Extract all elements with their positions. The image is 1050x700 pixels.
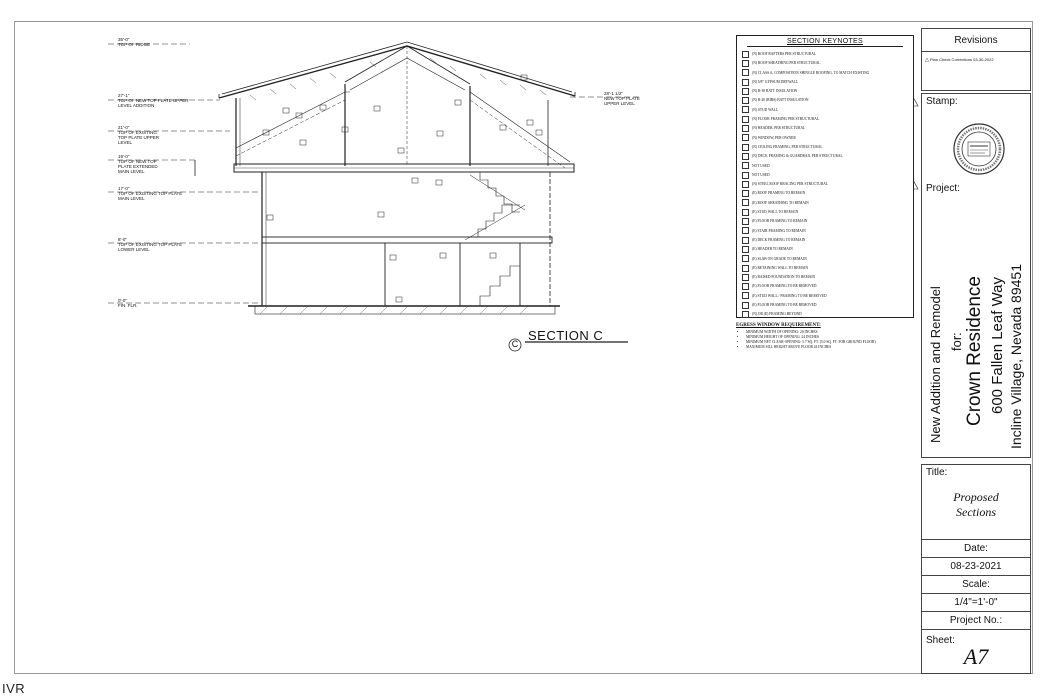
revision-triangle-icon: △: [925, 57, 929, 63]
egress-item: • MINIMUM WIDTH OF OPENING: 20 INCHES: [746, 330, 916, 335]
sheet-label: Sheet:: [926, 635, 955, 646]
keynote-item: (N) R-38 BATT INSULATION: [742, 87, 913, 96]
keynote-item: (N) R-20 (BIBS) BATT INSULATION: [742, 96, 913, 105]
keynote-tag-icon: [742, 125, 749, 132]
keynote-tag-icon: [742, 181, 749, 188]
egress-requirements: [736, 323, 916, 350]
keynote-tag-icon: [742, 79, 749, 86]
keynote-item: (E) STUD WALL TO REMAIN: [742, 208, 913, 217]
keynote-item: (E) DECK FRAMING TO REMAIN: [742, 236, 913, 245]
project-city: Incline Village, Nevada 89451: [1008, 264, 1024, 449]
elevation-lower: 8'-0" TOP OF EXISTING TOP PLATE LOWER LEVEL: [118, 237, 183, 252]
keynote-tag-icon: [742, 144, 749, 151]
keynote-tag-icon: [742, 227, 749, 234]
egress-list: [736, 330, 916, 350]
revision-entry: △ Plan Check Corrections 03-30-2022: [925, 57, 994, 63]
keynote-tag-icon: [742, 237, 749, 244]
revisions-label: Revisions: [954, 35, 998, 46]
section-marker: C: [511, 339, 519, 349]
keynote-item: (N) WINDOW, PER OWNER: [742, 134, 913, 143]
section-keynotes: [736, 35, 914, 318]
elevation-ridge: 35'-0" TOP OF RIDGE: [118, 37, 151, 47]
keynote-tag-icon: [742, 162, 749, 169]
project-label: Project:: [926, 183, 960, 194]
keynote-tag-icon: [742, 88, 749, 95]
keynote-item: (E) HEADER TO REMAIN: [742, 245, 913, 254]
engineer-seal-icon: [952, 122, 1006, 176]
egress-item: • MAXIMUM SILL HEIGHT ABOVE FLOOR 44 INCHES: [746, 345, 916, 350]
keynote-item: (E) FLOOR FRAMING TO BE REMOVED: [742, 301, 913, 310]
date-value-cell: [921, 557, 1031, 576]
project-street: 600 Fallen Leaf Way: [989, 276, 1006, 414]
project-no-label: Project No.:: [949, 615, 1003, 626]
keynote-tag-icon: [742, 69, 749, 76]
project-no-label-cell: [921, 611, 1031, 630]
elevation-finish-floor: 0'-0" FIN. FLR.: [118, 298, 138, 308]
keynotes-title: SECTION KEYNOTES: [747, 38, 903, 47]
section-title: SECTION C: [528, 328, 604, 343]
egress-item: • MINIMUM HEIGHT OF OPENING: 24 INCHES: [746, 335, 916, 340]
keynote-tag-icon: [742, 199, 749, 206]
keynote-item: (E) STAIR FRAMING TO REMAIN: [742, 227, 913, 236]
keynote-item: (N) DECK FRAMING & GUARDRAIL PER STRUCTURAL: [742, 152, 913, 161]
scale-value-cell: [921, 593, 1031, 612]
sheet-cell: [921, 633, 1031, 674]
keynote-tag-icon: [742, 283, 749, 290]
keynote-item: (E) RAISED FOUNDATION TO REMAIN: [742, 273, 913, 282]
keynote-tag-icon: [742, 51, 749, 58]
elevation-extended-main: 19'-0" TOP OF NEW TOP PLATE EXTENDED MAIN LEVEL: [118, 154, 158, 174]
keynote-item: (E) ROOF SHEATHING TO REMAIN: [742, 199, 913, 208]
keynote-tag-icon: [742, 97, 749, 104]
keynote-item: (N) FLOOR FRAMING PER STRUCTURAL: [742, 115, 913, 124]
keynote-tag-icon: [742, 60, 749, 67]
keynotes-list: [737, 50, 913, 320]
date-label: Date:: [964, 543, 988, 554]
scale-value: 1/4"=1'-0": [954, 597, 998, 608]
keynote-tag-icon: [742, 106, 749, 113]
keynote-tag-icon: [742, 172, 749, 179]
keynote-item: (N) OR (E) FRAMING BEYOND: [742, 310, 913, 319]
egress-title: EGRESS WINDOW REQUIREMENT:: [736, 323, 821, 328]
project-client: Crown Residence: [964, 276, 985, 426]
keynote-item: (N) CLASS A, COMPOSITION SHINGLE ROOFING, TO MATCH EXISTING: [742, 69, 913, 78]
keynote-tag-icon: [742, 190, 749, 197]
keynote-tag-icon: [742, 134, 749, 141]
keynote-item: (N) ROOF RAFTERS PER STRUCTURAL: [742, 50, 913, 59]
project-for: for:: [949, 332, 964, 351]
keynote-tag-icon: [742, 255, 749, 262]
keynote-item: (E) SLAB ON GRADE TO REMAIN: [742, 255, 913, 264]
keynote-tag-icon: [742, 246, 749, 253]
keynote-item: (N) HEADER, PER STRUCTURAL: [742, 124, 913, 133]
drawing-title: Proposed Sections: [953, 490, 999, 519]
keynote-item: NOT USED: [742, 171, 913, 180]
project-description: New Addition and Remodel: [928, 286, 943, 443]
keynote-tag-icon: [742, 302, 749, 309]
keynote-tag-icon: [742, 153, 749, 160]
keynote-tag-icon: [742, 209, 749, 216]
egress-item: • MINIMUM NET CLEAR OPENING: 5.7 SQ. FT. (5.0 SQ. FT. FOR GROUND FLOOR): [746, 340, 916, 345]
keynote-tag-icon: [742, 265, 749, 272]
date-label-cell: [921, 539, 1031, 558]
keynote-item: (E) FLOOR FRAMING TO REMAIN: [742, 217, 913, 226]
elevation-upper-addition: 27'-1" TOP OF NEW TOP PLATE UPPER LEVEL ADDITION: [118, 93, 189, 108]
revisions-cell: [921, 28, 1031, 91]
elevation-existing-upper: 21'-0" TOP OF EXISTING TOP PLATE UPPER LEVEL: [118, 125, 160, 145]
stamp-label: Stamp:: [926, 96, 958, 107]
keynote-tag-icon: [742, 274, 749, 281]
keynote-tag-icon: [742, 311, 749, 318]
scale-label: Scale:: [962, 579, 990, 590]
project-cell: [921, 181, 1031, 458]
keynote-item: (E) ROOF FRAMING TO REMAIN: [742, 189, 913, 198]
keynote-item: (E) FLOOR FRAMING TO BE REMOVED: [742, 282, 913, 291]
elevation-new-upper: 28'-1 1/2" NEW TOP PLATE UPPER LEVEL: [604, 91, 640, 106]
keynote-tag-icon: [742, 116, 749, 123]
watermark-logo: IVR: [2, 681, 26, 696]
elevation-existing-main: 17'-0" TOP OF EXISTING TOP PLATE MAIN LEVEL: [118, 186, 183, 201]
keynote-item: (N) STEEL ROOF BRACING PER STRUCTURAL: [742, 180, 913, 189]
keynote-tag-icon: [742, 292, 749, 299]
keynote-tag-icon: [742, 218, 749, 225]
title-label: Title:: [926, 467, 948, 478]
scale-label-cell: [921, 575, 1031, 594]
keynote-item: (N) STUD WALL: [742, 106, 913, 115]
keynote-item: (E) STUD WALL / FRAMING TO BE REMOVED: [742, 292, 913, 301]
keynote-item: NOT USED: [742, 162, 913, 171]
keynote-item: (N) ROOF SHEATHING PER STRUCTURAL: [742, 59, 913, 68]
sheet-number: A7: [963, 644, 989, 669]
keynote-item: (N) 5/8" GYPSUM DRYWALL: [742, 78, 913, 87]
date-value: 08-23-2021: [950, 561, 1002, 572]
keynote-item: (E) RETAINING WALL TO REMAIN: [742, 264, 913, 273]
keynote-item: (N) CEILING FRAMING, PER STRUCTURAL: [742, 143, 913, 152]
